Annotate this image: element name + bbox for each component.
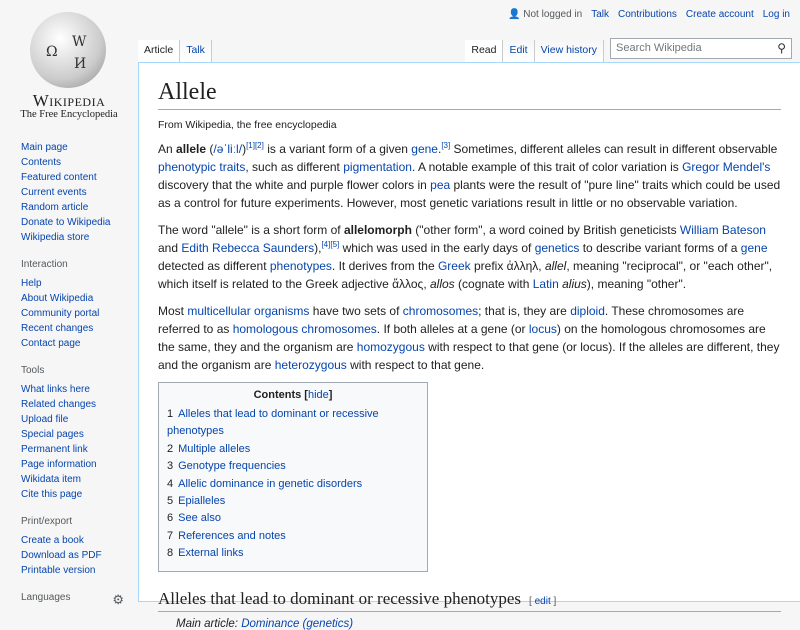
site-subtitle: From Wikipedia, the free encyclopedia [158, 119, 337, 131]
text: The word "allele" is a short form of [158, 223, 344, 237]
toc-title: Contents [253, 389, 302, 401]
reference-link[interactable]: [4][5] [321, 240, 340, 249]
toc-item[interactable] [167, 406, 419, 441]
article-link[interactable]: Greek [437, 259, 471, 273]
text: alius [562, 277, 587, 291]
text: . These chromosomes are referred to as [158, 304, 745, 336]
tab-edit[interactable]: Edit [503, 40, 534, 62]
paragraph [158, 221, 781, 293]
text: , such as different [245, 160, 344, 174]
toc-link[interactable]: Epialleles [178, 495, 226, 508]
text: is a variant form of a given [263, 142, 412, 156]
toc-item[interactable] [167, 476, 419, 493]
article-link[interactable]: chromosomes [402, 304, 479, 318]
toc-item[interactable] [167, 493, 419, 510]
article-link[interactable]: genetics [534, 241, 580, 255]
sidebar-item[interactable]: Random article [21, 202, 89, 213]
toc-number: 8 [167, 547, 174, 560]
article-link[interactable]: gene [740, 241, 768, 255]
toc-link[interactable]: See also [178, 512, 221, 525]
article-link[interactable]: phenotypic traits [158, 160, 246, 174]
personal-tools [508, 9, 790, 20]
article-link[interactable]: homologous chromosomes [232, 322, 377, 336]
sidebar-item[interactable]: Help [21, 278, 42, 289]
hatnote-label: Main article: [176, 617, 242, 630]
toc-number: 1 [167, 408, 174, 420]
sidebar-item[interactable]: Contact page [21, 338, 81, 349]
sidebar-item[interactable]: Wikipedia store [21, 232, 90, 243]
wordmark: Wikipedia [32, 91, 106, 110]
toc-link[interactable]: Genotype frequencies [178, 460, 286, 473]
text: plants were the result of "pure line" traits which could be used as a control for future experiments. However, most genetic variations result in little or no observable variation. [158, 178, 781, 210]
text: . [437, 142, 442, 156]
log-in-link[interactable]: Log in [762, 9, 790, 20]
search-placeholder: Search Wikipedia [616, 42, 702, 54]
article-link[interactable]: Gregor Mendel's [682, 160, 771, 174]
sidebar-item[interactable]: Page information [21, 459, 97, 470]
portal-interaction [0, 259, 138, 351]
sidebar-item[interactable]: Main page [21, 142, 68, 153]
contributions-link[interactable]: Contributions [618, 9, 677, 20]
text: ) [242, 142, 247, 156]
text: with respect to that gene. [346, 358, 485, 372]
toc-link[interactable]: References and notes [178, 529, 286, 542]
text: . A notable example of this trait of color variation is [411, 160, 683, 174]
portal-print [0, 516, 138, 578]
text: (cognate with [454, 277, 533, 291]
toc-link[interactable]: Multiple alleles [178, 442, 251, 455]
tab-read[interactable]: Read [465, 40, 503, 62]
reference-link[interactable]: [1][2] [246, 141, 264, 150]
portal-heading-tools: Tools [21, 365, 45, 376]
article-link[interactable]: /əˈliːl/ [213, 142, 243, 156]
text: Most [158, 304, 188, 318]
portal-heading-interaction: Interaction [21, 259, 68, 270]
sidebar-item[interactable]: About Wikipedia [21, 293, 94, 304]
text: ( [206, 142, 214, 156]
sidebar-item[interactable]: Current events [21, 187, 87, 198]
search-input[interactable] [610, 38, 792, 59]
toc-item[interactable] [167, 441, 419, 458]
toc-number: 5 [167, 495, 174, 508]
text: Sometimes, different alleles can result in different observable [450, 142, 778, 156]
text: . It derives from the [331, 259, 438, 273]
text: ) on the homologous chromosomes are the same, they and the organism are [158, 322, 766, 354]
text: which was used in the early days of [339, 241, 535, 255]
toc-link[interactable]: Allelic dominance in genetic disorders [178, 477, 363, 490]
portal-languages [0, 592, 138, 607]
section-heading: Alleles that lead to dominant or recessive phenotypes [ edit ] [158, 589, 781, 612]
sidebar-item[interactable]: Download as PDF [21, 550, 102, 561]
text: ; that is, they are [478, 304, 571, 318]
sidebar-item[interactable]: Wikidata item [21, 474, 82, 485]
gear-icon[interactable]: ⚙ [112, 592, 124, 607]
sidebar-item[interactable]: Permanent link [21, 444, 88, 455]
tab-article[interactable]: Article [138, 40, 180, 62]
tab-view-history[interactable]: View history [535, 40, 604, 62]
not-logged-in [508, 9, 582, 20]
article-link[interactable]: Edith Rebecca Saunders [181, 241, 315, 255]
hatnote [176, 618, 781, 630]
toc-link[interactable]: External links [178, 547, 244, 560]
article-link[interactable]: heterozygous [274, 358, 347, 372]
main-article-link[interactable]: Dominance (genetics) [241, 617, 354, 630]
content [138, 62, 800, 630]
toc-number: 6 [167, 512, 174, 525]
text: allelomorph [343, 223, 412, 237]
create-account-link[interactable]: Create account [685, 9, 754, 20]
text: and [158, 241, 182, 255]
article-link[interactable]: pigmentation [343, 160, 412, 174]
article-link[interactable]: pea [430, 178, 451, 192]
text: prefix ἀλληλ, [470, 259, 545, 273]
portal-nav [0, 140, 138, 245]
section-title: Alleles that lead to dominant or recessive phenotypes [158, 588, 522, 608]
section-edit-link[interactable]: edit [534, 595, 551, 607]
toc-number: 4 [167, 477, 174, 490]
toc-item[interactable] [167, 510, 419, 527]
text: , meaning "reciprocal", or "each other", which itself is related to the Greek adjective ἄλλος, [158, 259, 773, 291]
text: have two sets of [309, 304, 403, 318]
portal-tools [0, 365, 138, 502]
sidebar-item[interactable]: What links here [21, 384, 90, 395]
sidebar [0, 140, 138, 617]
talk-link[interactable]: Talk [591, 9, 609, 20]
sidebar-item[interactable]: Cite this page [21, 489, 83, 500]
globe-icon: Ω W И [30, 12, 106, 88]
toc-hide-link[interactable]: hide [307, 389, 329, 401]
article-link[interactable]: locus [528, 322, 557, 336]
text: allos [430, 277, 455, 291]
sidebar-item[interactable]: Featured content [21, 172, 97, 183]
toc-link[interactable]: Alleles that lead to dominant or recessive phenotypes [167, 408, 379, 438]
text: An [158, 142, 177, 156]
portal-heading-languages: Languages ⚙ [21, 592, 124, 607]
text: allel [544, 259, 567, 273]
reference-link[interactable]: [3] [441, 141, 451, 150]
toc-item[interactable] [167, 545, 419, 562]
tab-talk[interactable]: Talk [180, 40, 212, 62]
toc-item[interactable] [167, 528, 419, 545]
table-of-contents: Contents [hide] 1 Alleles that lead to dominant or recessive phenotypes 2 Multiple alleles 3 Genotype frequencies 4 Allelic dominance in genetic disorders 5 Epialleles 6 See also 7 References and notes 8 External links [158, 382, 428, 572]
text: ), meaning "other". [586, 277, 687, 291]
sidebar-item[interactable]: Special pages [21, 429, 84, 440]
toc-number: 3 [167, 460, 174, 473]
article-link[interactable]: William Bateson [679, 223, 766, 237]
paragraph [158, 302, 781, 374]
text: to describe variant forms of a [579, 241, 741, 255]
text: discovery that the white and purple flower colors in [158, 178, 431, 192]
article-link[interactable]: homozygous [356, 340, 425, 354]
sidebar-item[interactable]: Contents [21, 157, 62, 168]
toc-number: 2 [167, 442, 174, 455]
article-link[interactable]: phenotypes [269, 259, 332, 273]
text: ("other form", a word coined by British geneticists [411, 223, 680, 237]
text: detected as different [158, 259, 270, 273]
toc-item[interactable] [167, 458, 419, 475]
search-icon[interactable]: ⚲ [777, 41, 786, 55]
sidebar-item[interactable]: Create a book [21, 535, 84, 546]
paragraph [158, 140, 781, 212]
wikipedia-logo[interactable] [0, 0, 138, 125]
page-title: Allele [158, 79, 781, 110]
sidebar-item[interactable]: Upload file [21, 414, 69, 425]
sidebar-item[interactable]: Donate to Wikipedia [21, 217, 111, 228]
toc-number: 7 [167, 529, 174, 542]
portal-heading-print: Print/export [21, 516, 73, 527]
sidebar-item[interactable]: Recent changes [21, 323, 94, 334]
article-link[interactable]: gene [411, 142, 438, 156]
sidebar-item[interactable]: Community portal [21, 308, 100, 319]
text: . If both alleles at a gene (or [376, 322, 529, 336]
sidebar-item[interactable]: Related changes [21, 399, 97, 410]
article-link[interactable]: multicellular organisms [187, 304, 310, 318]
text: allele [176, 142, 207, 156]
article-link[interactable]: diploid [570, 304, 605, 318]
text: with respect to that gene (or locus). If the alleles are different, they and the organism are [158, 340, 780, 372]
status-text: Not logged in [523, 9, 583, 20]
article-link[interactable]: Latin [532, 277, 559, 291]
text: ), [314, 241, 322, 255]
tagline: The Free Encyclopedia [20, 109, 118, 120]
user-icon: 👤 [508, 9, 521, 20]
sidebar-item[interactable]: Printable version [21, 565, 96, 576]
